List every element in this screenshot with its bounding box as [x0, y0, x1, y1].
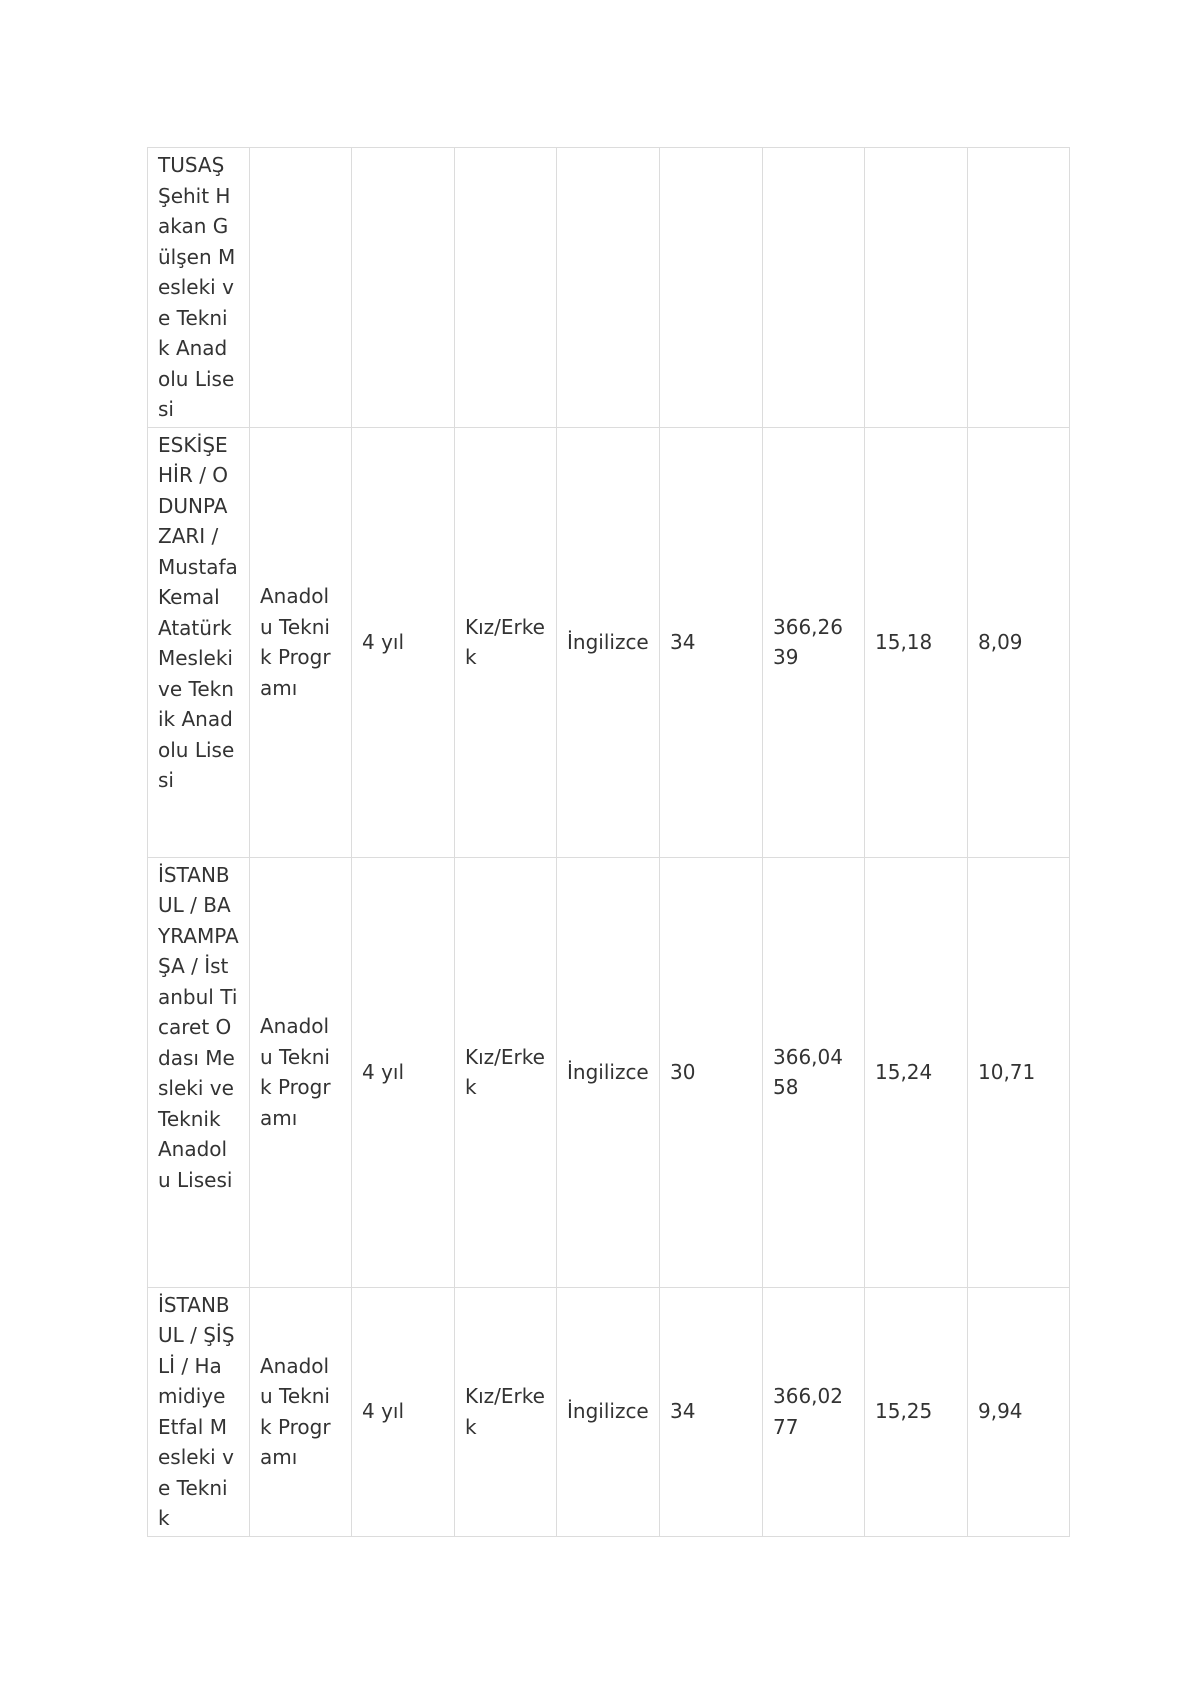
percentile-b-cell: 8,09: [968, 427, 1070, 857]
gender-cell: Kız/Erkek: [455, 427, 557, 857]
table-row: [148, 857, 1070, 1287]
language-cell: İngilizce: [557, 427, 660, 857]
percentile-a-cell: 15,24: [865, 857, 968, 1287]
duration-cell: 4 yıl: [352, 427, 455, 857]
score-cell: [763, 148, 865, 428]
school-name-cell: TUSAŞ Şehit Hakan Gülşen Mesleki ve Teknik Anadolu Lisesi: [148, 148, 250, 428]
gender-cell: [455, 148, 557, 428]
quota-cell: 34: [660, 1287, 763, 1536]
table-row: [148, 427, 1070, 857]
school-name-cell: ESKİŞEHİR / ODUNPAZARI / Mustafa Kemal Atatürk Mesleki ve Teknik Anadolu Lisesi: [148, 427, 250, 857]
quota-cell: 34: [660, 427, 763, 857]
duration-cell: [352, 148, 455, 428]
percentile-b-cell: [968, 148, 1070, 428]
score-cell: 366,0458: [763, 857, 865, 1287]
percentile-a-cell: [865, 148, 968, 428]
quota-cell: 30: [660, 857, 763, 1287]
table-row: [148, 1287, 1070, 1536]
school-name-cell: İSTANBUL / BAYRAMPAŞA / İstanbul Ticaret Odası Mesleki ve Teknik Anadolu Lisesi: [148, 857, 250, 1287]
score-cell: 366,0277: [763, 1287, 865, 1536]
percentile-b-cell: 10,71: [968, 857, 1070, 1287]
program-cell: Anadolu Teknik Programı: [250, 1287, 352, 1536]
school-table: [147, 147, 1070, 1537]
duration-cell: 4 yıl: [352, 1287, 455, 1536]
language-cell: İngilizce: [557, 1287, 660, 1536]
quota-cell: [660, 148, 763, 428]
percentile-a-cell: 15,25: [865, 1287, 968, 1536]
language-cell: [557, 148, 660, 428]
table-row: [148, 148, 1070, 428]
duration-cell: 4 yıl: [352, 857, 455, 1287]
program-cell: [250, 148, 352, 428]
gender-cell: Kız/Erkek: [455, 1287, 557, 1536]
language-cell: İngilizce: [557, 857, 660, 1287]
percentile-b-cell: 9,94: [968, 1287, 1070, 1536]
school-name-cell: İSTANBUL / ŞİŞLİ / Hamidiye Etfal Mesleki ve Teknik: [148, 1287, 250, 1536]
gender-cell: Kız/Erkek: [455, 857, 557, 1287]
percentile-a-cell: 15,18: [865, 427, 968, 857]
program-cell: Anadolu Teknik Programı: [250, 857, 352, 1287]
program-cell: Anadolu Teknik Programı: [250, 427, 352, 857]
score-cell: 366,2639: [763, 427, 865, 857]
